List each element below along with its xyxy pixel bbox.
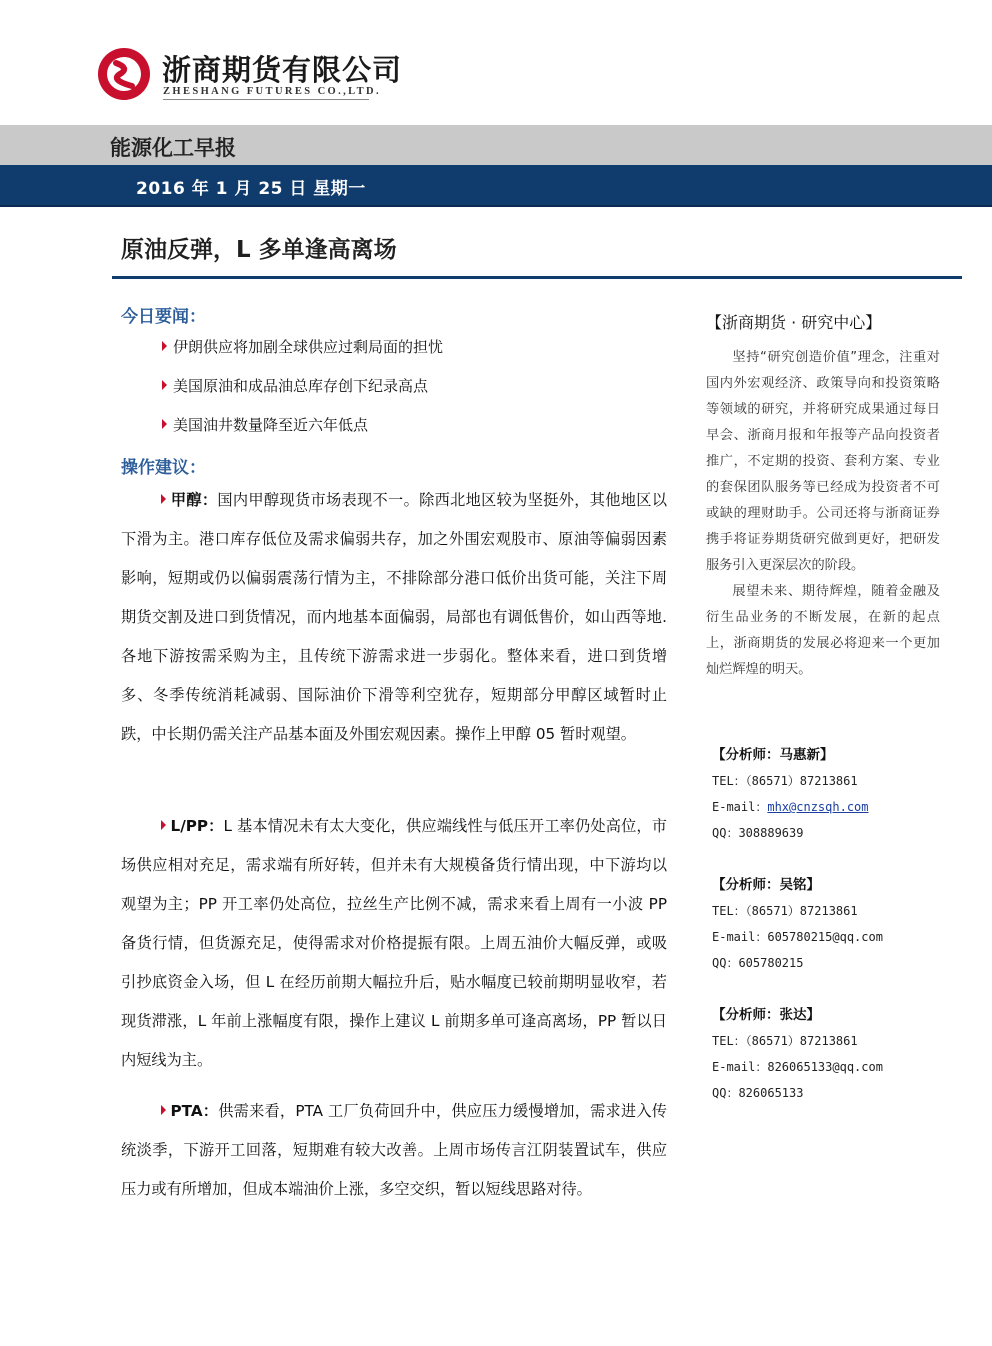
- analyst-email[interactable]: 605780215@qq.com: [767, 930, 883, 944]
- analyst-email-link[interactable]: mhx@cnzsqh.com: [767, 800, 869, 814]
- bullet-triangle-icon: [162, 341, 167, 351]
- research-center-sidebar: [706, 310, 940, 683]
- analyst-qq: QQ：308889639: [712, 826, 804, 840]
- report-date: 2016 年 1 月 25 日 星期一: [136, 179, 366, 199]
- news-section-title: 今日要闻：: [121, 307, 206, 327]
- advice-lead: L/PP：: [170, 817, 224, 835]
- analyst-email-row: E-mail：mhx@cnzsqh.com: [712, 800, 869, 814]
- analyst-tel: TEL：（86571）87213861: [712, 1034, 858, 1048]
- analyst-name: 【分析师：马惠新】: [712, 747, 834, 763]
- bullet-triangle-icon: [162, 419, 167, 429]
- sidebar-title: 【浙商期货 · 研究中心】: [706, 313, 882, 332]
- bullet-triangle-icon: [162, 380, 167, 390]
- title-divider: [112, 276, 962, 279]
- brand-name-en: ZHESHANG FUTURES CO.,LTD.: [163, 86, 382, 97]
- list-item: 伊朗供应将加剧全球供应过剩局面的担忧: [162, 336, 443, 357]
- analyst-email-row: E-mail：605780215@qq.com: [712, 930, 883, 944]
- advice-text: 国内甲醇现货市场表现不一。除西北地区较为坚挺外，其他地区以下滑为主。港口库存低位及需求偏弱共存，加之外围宏观股市、原油等偏弱因素影响，短期或仍以偏弱震荡行情为主，不排除部分港口低价出货可能，关注下周期货交割及进口到货情况，而内地基本面偏弱，局部也有调低售价，如山西等地.各地下游按需采购为主，且传统下游需求进一步弱化。整体来看，进口到货增多、冬季传统消耗减弱、国际油价下滑等利空犹存，短期部分甲醇区域暂时止跌，中长期仍需关注产品基本面及外围宏观因素。操作上甲醇 05 暂时观望。: [121, 491, 668, 743]
- analyst-email[interactable]: 826065133@qq.com: [767, 1060, 883, 1074]
- analyst-card: [712, 1002, 952, 1106]
- sidebar-paragraph: 坚持“研究创造价值”理念，注重对国内外宏观经济、政策导向和投资策略等领域的研究，并将研究成果通过每日早会、浙商月报和年报等产品向投资者推广，不定期的投资、套利方案、专业的套保团队服务等已经成为投资者不可或缺的理财助手。公司还将与浙商证券携手将证券期货研究做到更好，把研发服务引入更深层次的阶段。: [706, 350, 940, 573]
- brand-name-cn: 浙商期货有限公司: [162, 53, 403, 87]
- advice-lead: PTA：: [170, 1102, 219, 1120]
- sidebar-paragraph: 展望未来、期待辉煌，随着金融及衍生品业务的不断发展，在新的起点上，浙商期货的发展必将迎来一个更加灿烂辉煌的明天。: [706, 584, 940, 677]
- bullet-triangle-icon: [161, 494, 166, 504]
- analyst-card: [712, 872, 952, 976]
- report-type: 能源化工早报: [110, 136, 236, 160]
- advice-section-title: 操作建议：: [121, 458, 206, 478]
- zheshang-logo-icon: [96, 46, 152, 102]
- advice-text: L 基本情况未有太大变化，供应端线性与低压开工率仍处高位，市场供应相对充足，需求端有所好转，但并未有大规模备货行情出现，中下游均以观望为主；PP 开工率仍处高位，拉丝生产比例不减，需求来看上周有一小波 PP 备货行情，但货源充足，使得需求对价格提振有限。上周五油价大幅反弹，或吸引抄底资金入场，但 L 在经历前期大幅拉升后，贴水幅度已较前期明显收窄，若现货滞涨，L 年前上涨幅度有限，操作上建议 L 前期多单可逢高离场，PP 暂以日内短线为主。: [121, 817, 667, 1069]
- advice-pta: [121, 1092, 667, 1209]
- bullet-triangle-icon: [161, 820, 166, 830]
- brand-divider: [163, 99, 369, 100]
- advice-lead: 甲醇：: [170, 491, 218, 509]
- analyst-name: 【分析师：吴铭】: [712, 877, 820, 893]
- page-title: 原油反弹，L 多单逢高离场: [121, 237, 397, 263]
- analyst-card: [712, 742, 952, 846]
- analyst-tel: TEL：（86571）87213861: [712, 774, 858, 788]
- report-type-band: [0, 125, 992, 165]
- analyst-qq: QQ：605780215: [712, 956, 804, 970]
- date-band: [0, 165, 992, 207]
- list-item: 美国油井数量降至近六年低点: [162, 414, 368, 435]
- bullet-triangle-icon: [161, 1105, 166, 1115]
- advice-lpp: [121, 807, 667, 1080]
- analyst-tel: TEL：（86571）87213861: [712, 904, 858, 918]
- analyst-name: 【分析师：张达】: [712, 1007, 820, 1023]
- analyst-qq: QQ：826065133: [712, 1086, 804, 1100]
- advice-text: 供需来看，PTA 工厂负荷回升中，供应压力缓慢增加，需求进入传统淡季，下游开工回落，短期难有较大改善。上周市场传言江阴装置试车，供应压力或有所增加，但成本端油价上涨，多空交织，暂以短线思路对待。: [121, 1102, 667, 1198]
- list-item: 美国原油和成品油总库存创下纪录高点: [162, 375, 428, 396]
- advice-methanol: [121, 481, 667, 754]
- analyst-email-row: E-mail：826065133@qq.com: [712, 1060, 883, 1074]
